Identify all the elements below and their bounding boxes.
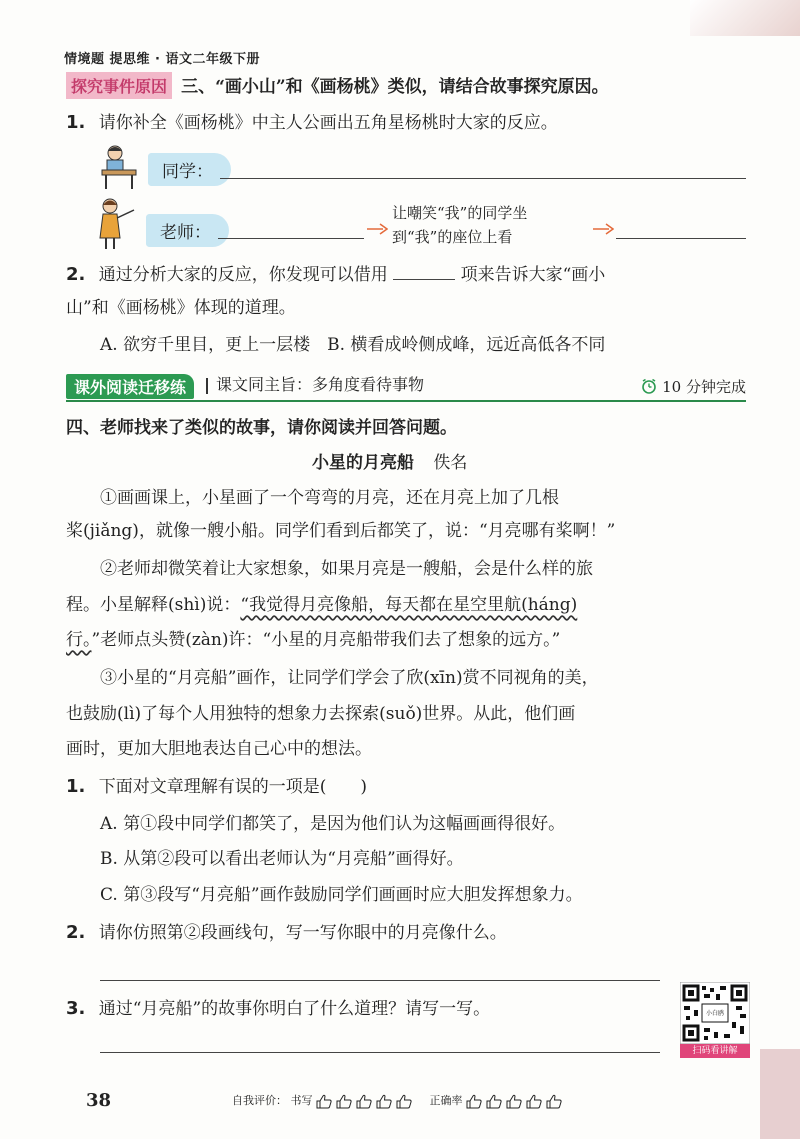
question-text: 下面对文章理解有误的一项是( ): [98, 777, 368, 797]
reading-section-bar: [66, 374, 746, 402]
teacher-pointing-icon: [96, 198, 136, 250]
teacher-bubble: 老师：: [146, 214, 229, 247]
alarm-clock-icon: [641, 378, 657, 394]
classmates-bubble: 同学：: [148, 153, 231, 186]
writing-rating[interactable]: [316, 1094, 416, 1107]
page-corner-shade: [690, 0, 800, 36]
s3-question-1: [66, 114, 558, 132]
story-title: 小星的月亮船: [312, 453, 414, 473]
s4-question-3: [66, 1000, 490, 1018]
story-author: 佚名: [433, 453, 468, 473]
section3-heading: [66, 72, 609, 99]
question-text: 请你仿照第②段画线句，写一写你眼中的月亮像什么。: [98, 923, 507, 943]
story-p3-line3: 画时，更加大胆地表达自己心中的想法。: [66, 739, 372, 759]
question-number: 2.: [66, 922, 86, 943]
writing-label: 书写: [290, 1094, 313, 1107]
page-number: 38: [86, 1090, 112, 1111]
story-p2-line2: [66, 597, 577, 614]
qr-code-block[interactable]: [680, 982, 750, 1058]
s3-question-2: [66, 266, 605, 284]
q3-answer-line[interactable]: [100, 1052, 660, 1053]
thumbs-up-icon[interactable]: [396, 1094, 416, 1107]
story-text: ”老师点头赞(zàn)许：“小星的月亮船带我们去了想象的远方。”: [91, 630, 561, 650]
teacher-action-text: [392, 201, 527, 249]
underlined-sentence-end: 行。: [66, 630, 92, 650]
question-number: 3.: [66, 998, 86, 1019]
thumbs-up-icon[interactable]: [356, 1094, 376, 1107]
question-number: 1.: [66, 112, 86, 133]
s4-question-2: [66, 924, 507, 942]
section3-tag: 探究事件原因: [66, 72, 172, 99]
thumbs-up-icon[interactable]: [376, 1094, 396, 1107]
qr-caption: 扫码看讲解: [680, 1044, 750, 1058]
question-text: 通过分析大家的反应，你发现可以借用: [98, 265, 388, 285]
reading-theme-text: 课文同主旨：多角度看待事物: [216, 375, 425, 394]
accuracy-rating[interactable]: [466, 1094, 566, 1107]
question-number: 2.: [66, 264, 86, 285]
story-p2-line1: ②老师却微笑着让大家想象，如果月亮是一艘船，会是什么样的旅: [100, 559, 593, 579]
teacher-answer-line-2[interactable]: [616, 238, 746, 239]
s4-question-1: [66, 778, 367, 796]
question-text: 通过“月亮船”的故事你明白了什么道理？请写一写。: [98, 999, 491, 1019]
classmates-answer-line[interactable]: [220, 178, 746, 179]
qr-brand: 小白鸥: [705, 1010, 724, 1017]
option-b[interactable]: B. 从第②段可以看出老师认为“月亮船”画得好。: [100, 849, 464, 869]
thumbs-up-icon[interactable]: [506, 1094, 526, 1107]
story-text: 程。小星解释(shì)说：: [66, 595, 241, 615]
story-p2-line3: [66, 632, 560, 649]
self-eval-label: 自我评价：: [232, 1094, 287, 1107]
thumbs-up-icon[interactable]: [336, 1094, 356, 1107]
story-p3-line1: ③小星的“月亮船”画作，让同学们学会了欣(xīn)赏不同视角的美，: [100, 668, 599, 688]
reading-time: [641, 376, 746, 397]
accuracy-label: 正确率: [429, 1094, 463, 1107]
thumbs-up-icon[interactable]: [316, 1094, 336, 1107]
reading-tag: 课外阅读迁移练: [66, 374, 194, 399]
story-heading: [312, 455, 467, 472]
arrow-right-icon: [592, 222, 614, 236]
reading-theme: [206, 377, 424, 394]
s3-question-2-cont: 山”和《画杨桃》体现的道理。: [66, 298, 296, 318]
thumbs-up-icon[interactable]: [526, 1094, 546, 1107]
self-evaluation: [232, 1092, 566, 1109]
series-header: 情境题 提思维 · 语文二年级下册: [64, 52, 261, 67]
page-edge-tab: [760, 1049, 800, 1139]
reading-time-text: 10 分钟完成: [662, 378, 746, 396]
s3-q2-options: A. 欲穷千里目，更上一层楼 B. 横看成岭侧成峰，远近高低各不同: [100, 335, 606, 355]
q2-blank[interactable]: [393, 279, 455, 280]
thumbs-up-icon[interactable]: [466, 1094, 486, 1107]
story-p1-line2: 桨(jiǎng)，就像一艘小船。同学们看到后都笑了，说：“月亮哪有桨啊！”: [66, 521, 616, 541]
divider: [206, 378, 208, 394]
teacher-action-line-2: 到“我”的座位上看: [392, 228, 513, 246]
student-at-desk-icon: [98, 144, 140, 190]
section4-title: 四、老师找来了类似的故事，请你阅读并回答问题。: [66, 418, 457, 438]
teacher-action-line-1: 让嘲笑“我”的同学坐: [392, 204, 528, 222]
story-p3-line2: 也鼓励(lì)了每个人用独特的想象力去探索(suǒ)世界。从此，他们画: [66, 704, 576, 724]
question-number: 1.: [66, 776, 86, 797]
thumbs-up-icon[interactable]: [546, 1094, 566, 1107]
q2-answer-line[interactable]: [100, 980, 660, 981]
section3-title: 三、“画小山”和《画杨桃》类似，请结合故事探究原因。: [181, 77, 609, 97]
teacher-answer-line-1[interactable]: [218, 238, 364, 239]
question-text: 项来告诉大家“画小: [460, 265, 606, 285]
thumbs-up-icon[interactable]: [486, 1094, 506, 1107]
option-a[interactable]: A. 第①段中同学们都笑了，是因为他们认为这幅画画得很好。: [100, 814, 566, 834]
story-p1-line1: ①画画课上，小星画了一个弯弯的月亮，还在月亮上加了几根: [100, 488, 559, 508]
arrow-right-icon: [366, 222, 388, 236]
option-c[interactable]: C. 第③段写“月亮船”画作鼓励同学们画画时应大胆发挥想象力。: [100, 885, 583, 905]
question-text: 请你补全《画杨桃》中主人公画出五角星杨桃时大家的反应。: [98, 113, 558, 133]
underlined-sentence: “我觉得月亮像船，每天都在星空里航(háng): [240, 595, 578, 615]
